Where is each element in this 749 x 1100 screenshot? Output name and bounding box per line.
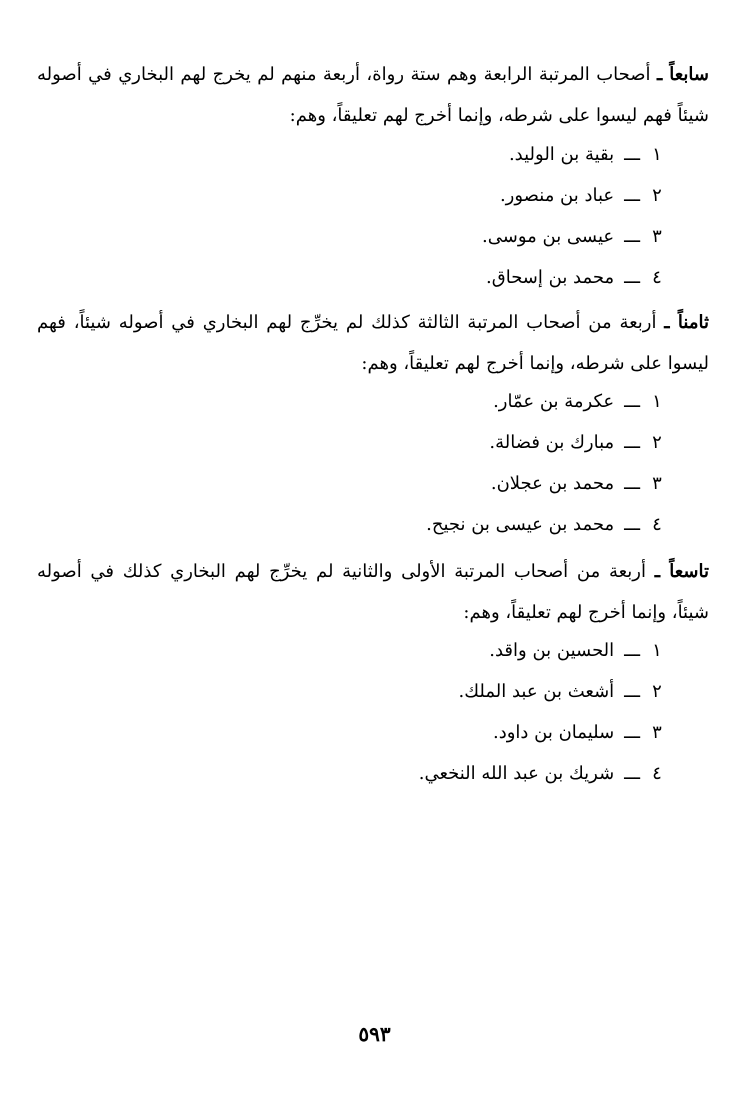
list-seventh (104, 134, 664, 298)
list-item: ٤ـــمحمد بن إسحاق. (486, 267, 662, 288)
list-item: ٢ـــمبارك بن فضالة. (489, 432, 662, 453)
list-item: ٣ـــسليمان بن داود. (492, 722, 662, 743)
paragraph-eighth (37, 302, 709, 384)
paragraph-ninth (37, 551, 709, 633)
paragraph-lead: سابعاً ـ (656, 64, 709, 85)
list-item: ١ـــبقية بن الوليد. (508, 144, 662, 165)
paragraph-lead: تاسعاً ـ (654, 561, 709, 582)
list-ninth (104, 630, 664, 794)
list-eighth (104, 381, 664, 545)
list-item: ٤ـــمحمد بن عيسى بن نجيح. (426, 514, 662, 535)
paragraph-text: أربعة من أصحاب المرتبة الثالثة كذلك لم يخرِّج لهم البخاري في أصوله شيئاً، فهم ليسوا على شرطه، وإنما أخرج لهم تعليقاً، وهم: (37, 312, 709, 374)
paragraph-text: أربعة من أصحاب المرتبة الأولى والثانية لم يخرِّج لهم البخاري كذلك في أصوله شيئاً، وإنما أخرج لهم تعليقاً، وهم: (37, 561, 709, 623)
paragraph-lead: ثامناً ـ (664, 312, 709, 333)
paragraph-seventh (37, 54, 709, 136)
list-item: ٣ـــمحمد بن عجلان. (490, 473, 662, 494)
list-item: ٢ـــعباد بن منصور. (499, 185, 662, 206)
list-item: ٢ـــأشعث بن عبد الملك. (458, 681, 662, 702)
list-item: ١ـــعكرمة بن عمّار. (493, 391, 662, 412)
list-item: ٤ـــشريك بن عبد الله النخعي. (418, 763, 662, 784)
paragraph-text: أصحاب المرتبة الرابعة وهم ستة رواة، أربعة منهم لم يخرج لهم البخاري في أصوله شيئاً فهم ليسوا على شرطه، وإنما أخرج لهم تعليقاً، وهم: (37, 64, 709, 126)
list-item: ١ـــالحسين بن واقد. (489, 640, 662, 661)
list-item: ٣ـــعيسى بن موسى. (482, 226, 662, 247)
page-number: ٥٩٣ (358, 1022, 391, 1046)
